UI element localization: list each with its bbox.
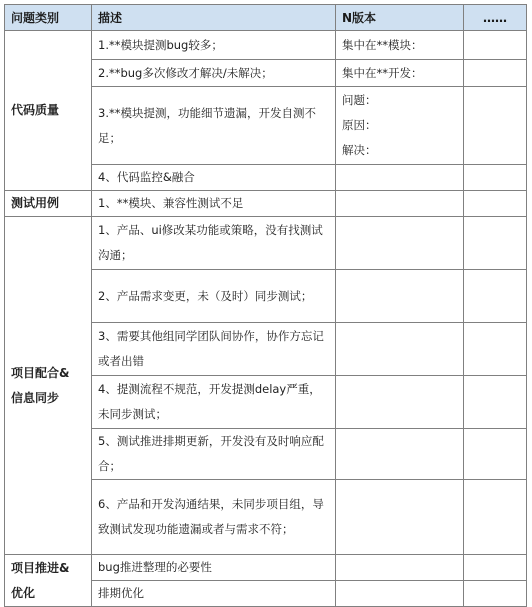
problem-label: 问题： (342, 93, 377, 107)
description-cell: 1、**模块、兼容性测试不足 (92, 191, 336, 217)
description-cell: 3.**模块提测，功能细节遗漏，开发自测不足； (92, 87, 336, 165)
category-line: 信息同步 (11, 390, 60, 405)
issues-table (4, 4, 527, 607)
n-version-cell (336, 581, 464, 607)
n-version-cell (336, 429, 464, 480)
extra-cell (464, 60, 527, 87)
category-test-cases: 测试用例 (5, 191, 92, 217)
category-line: 项目配合& (11, 365, 70, 380)
description-cell: 排期优化 (92, 581, 336, 607)
header-more: …… (464, 5, 527, 31)
extra-cell (464, 217, 527, 270)
description-cell: 3、需要其他组同学团队间协作，协作方忘记或者出错 (92, 323, 336, 376)
category-project-coordination (5, 217, 92, 555)
description-cell: 1.**模块提测bug较多； (92, 31, 336, 60)
extra-cell (464, 270, 527, 323)
n-version-cell (336, 165, 464, 191)
extra-cell (464, 581, 527, 607)
table-row (5, 191, 527, 217)
extra-cell (464, 87, 527, 165)
header-description: 描述 (92, 5, 336, 31)
description-cell: bug推进整理的必要性 (92, 555, 336, 581)
extra-cell (464, 555, 527, 581)
description-cell: 2.**bug多次修改才解决/未解决； (92, 60, 336, 87)
n-version-cell (336, 270, 464, 323)
description-cell: 4、提测流程不规范，开发提测delay严重，未同步测试； (92, 376, 336, 429)
n-version-cell (336, 376, 464, 429)
n-version-cell: 集中在**模块： (336, 31, 464, 60)
n-version-cell (336, 555, 464, 581)
n-version-cell (336, 323, 464, 376)
description-cell: 1、产品、ui修改某功能或策略，没有找测试沟通； (92, 217, 336, 270)
description-cell: 5、测试推进排期更新，开发没有及时响应配合； (92, 429, 336, 480)
n-version-cell (336, 480, 464, 555)
category-line: 优化 (11, 585, 36, 600)
extra-cell (464, 191, 527, 217)
n-version-cell (336, 217, 464, 270)
header-row (5, 5, 527, 31)
extra-cell (464, 480, 527, 555)
extra-cell (464, 376, 527, 429)
extra-cell (464, 165, 527, 191)
table-row (5, 555, 527, 581)
extra-cell (464, 429, 527, 480)
category-project-progress (5, 555, 92, 607)
table-row (5, 31, 527, 60)
extra-cell (464, 323, 527, 376)
header-category: 问题类别 (5, 5, 92, 31)
table-row (5, 217, 527, 270)
solution-label: 解决： (342, 143, 377, 157)
n-version-cell (336, 191, 464, 217)
description-cell: 4、代码监控&融合 (92, 165, 336, 191)
extra-cell (464, 31, 527, 60)
description-cell: 2、产品需求变更，未（及时）同步测试； (92, 270, 336, 323)
header-n-version: N版本 (336, 5, 464, 31)
category-line: 项目推进& (11, 560, 70, 575)
category-code-quality: 代码质量 (5, 31, 92, 191)
cause-label: 原因： (342, 118, 377, 132)
description-cell: 6、产品和开发沟通结果，未同步项目组，导致测试发现功能遗漏或者与需求不符； (92, 480, 336, 555)
n-version-cell: 集中在**开发： (336, 60, 464, 87)
n-version-cell (336, 87, 464, 165)
